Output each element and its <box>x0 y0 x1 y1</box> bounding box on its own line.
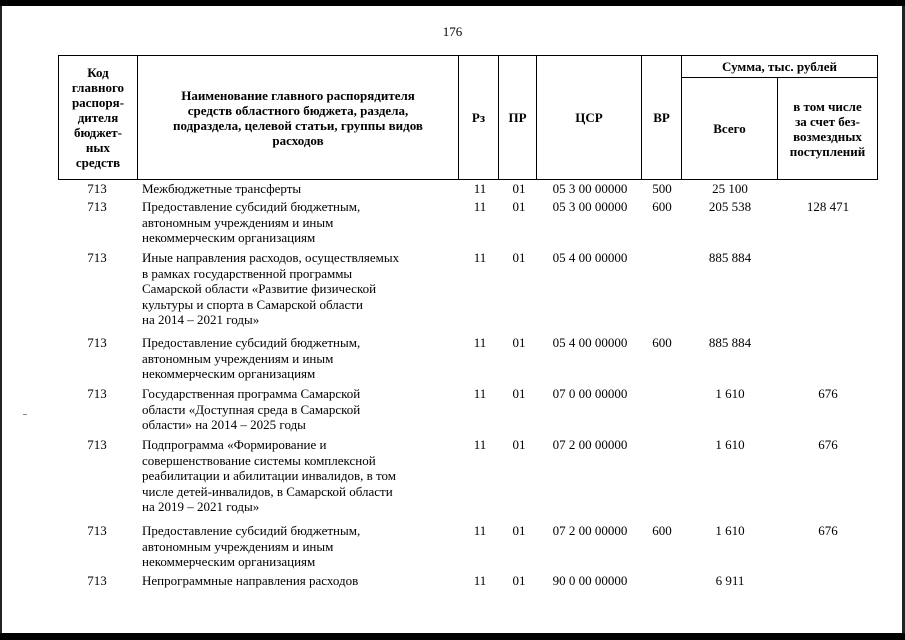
row-total: 1 610 <box>715 386 745 401</box>
header-sum-group: Сумма, тыс. рублей <box>722 59 837 74</box>
row-total: 885 884 <box>708 250 752 265</box>
row-csr: 05 4 00 00000 <box>552 335 628 350</box>
header-code: Код главного распоря- дителя бюджет- ных средств <box>71 65 125 170</box>
row-name: Иные направления расходов, осуществляемых в рамках государственной программы Самарской области «Развитие физической культуры и спорта в Самарской области на 2014 – 2021 годы» <box>142 250 400 327</box>
row-pr: 01 <box>512 335 526 350</box>
row-code: 713 <box>87 181 107 196</box>
row-pr: 01 <box>512 437 526 452</box>
row-pr: 01 <box>512 523 526 538</box>
row-total: 25 100 <box>712 181 748 196</box>
row-csr: 07 0 00 00000 <box>552 386 628 401</box>
header-free: в том числе за счет без- возмездных поступлений <box>789 98 866 159</box>
row-code: 713 <box>87 386 107 401</box>
row-vr: 500 <box>652 181 672 196</box>
row-rz: 11 <box>473 335 487 350</box>
row-csr: 07 2 00 00000 <box>552 523 628 538</box>
row-free: 676 <box>818 386 838 401</box>
scan-artifact <box>23 414 27 415</box>
row-total: 6 911 <box>715 573 745 588</box>
row-vr: 600 <box>652 199 672 214</box>
row-pr: 01 <box>512 199 526 214</box>
row-pr: 01 <box>512 181 526 196</box>
row-name: Предоставление субсидий бюджетным, автономным учреждениям и иным некоммерческим организациям <box>142 199 361 245</box>
row-name: Государственная программа Самарской области «Доступная среда в Самарской области» на 2014 – 2025 годы <box>142 386 361 432</box>
row-rz: 11 <box>473 199 487 214</box>
row-vr: 600 <box>652 335 672 350</box>
row-free: 676 <box>818 437 838 452</box>
scan-border-bottom <box>0 633 905 640</box>
row-pr: 01 <box>512 573 526 588</box>
row-total: 1 610 <box>715 437 745 452</box>
row-name: Предоставление субсидий бюджетным, автономным учреждениям и иным некоммерческим организациям <box>142 335 361 381</box>
row-rz: 11 <box>473 181 487 196</box>
header-pr: ПР <box>508 110 527 125</box>
row-rz: 11 <box>473 250 487 265</box>
row-csr: 07 2 00 00000 <box>552 437 628 452</box>
row-csr: 05 4 00 00000 <box>552 250 628 265</box>
row-total: 205 538 <box>708 199 752 214</box>
header-total: Всего <box>713 121 746 136</box>
row-name: Подпрограмма «Формирование и совершенствование системы комплексной реабилитации и абилитации инвалидов, в том числе детей-инвалидов, в Самарской области на 2019 – 2021 годы» <box>142 437 397 514</box>
header-name: Наименование главного распорядителя средств областного бюджета, раздела, подраздела, целевой статьи, группы видов расходов <box>173 87 423 148</box>
row-csr: 05 3 00 00000 <box>552 181 628 196</box>
row-name: Предоставление субсидий бюджетным, автономным учреждениям и иным некоммерческим организациям <box>142 523 361 569</box>
row-total: 885 884 <box>708 335 752 350</box>
header-vr: ВР <box>653 110 670 125</box>
header-csr: ЦСР <box>575 110 603 125</box>
row-name: Непрограммные направления расходов <box>142 573 359 588</box>
row-pr: 01 <box>512 386 526 401</box>
row-code: 713 <box>87 437 107 452</box>
row-code: 713 <box>87 250 107 265</box>
scan-border-top <box>0 0 905 6</box>
row-csr: 90 0 00 00000 <box>552 573 628 588</box>
row-pr: 01 <box>512 250 526 265</box>
page-number: 176 <box>442 24 463 39</box>
row-rz: 11 <box>473 437 487 452</box>
row-csr: 05 3 00 00000 <box>552 199 628 214</box>
row-rz: 11 <box>473 573 487 588</box>
header-rz: Рз <box>471 110 486 125</box>
row-vr: 600 <box>652 523 672 538</box>
row-name: Межбюджетные трансферты <box>142 181 302 196</box>
scan-border-left <box>0 6 2 633</box>
row-rz: 11 <box>473 386 487 401</box>
row-code: 713 <box>87 335 107 350</box>
row-code: 713 <box>87 199 107 214</box>
row-rz: 11 <box>473 523 487 538</box>
row-code: 713 <box>87 573 107 588</box>
row-free: 128 471 <box>806 199 850 214</box>
row-free: 676 <box>818 523 838 538</box>
row-total: 1 610 <box>715 523 745 538</box>
row-code: 713 <box>87 523 107 538</box>
